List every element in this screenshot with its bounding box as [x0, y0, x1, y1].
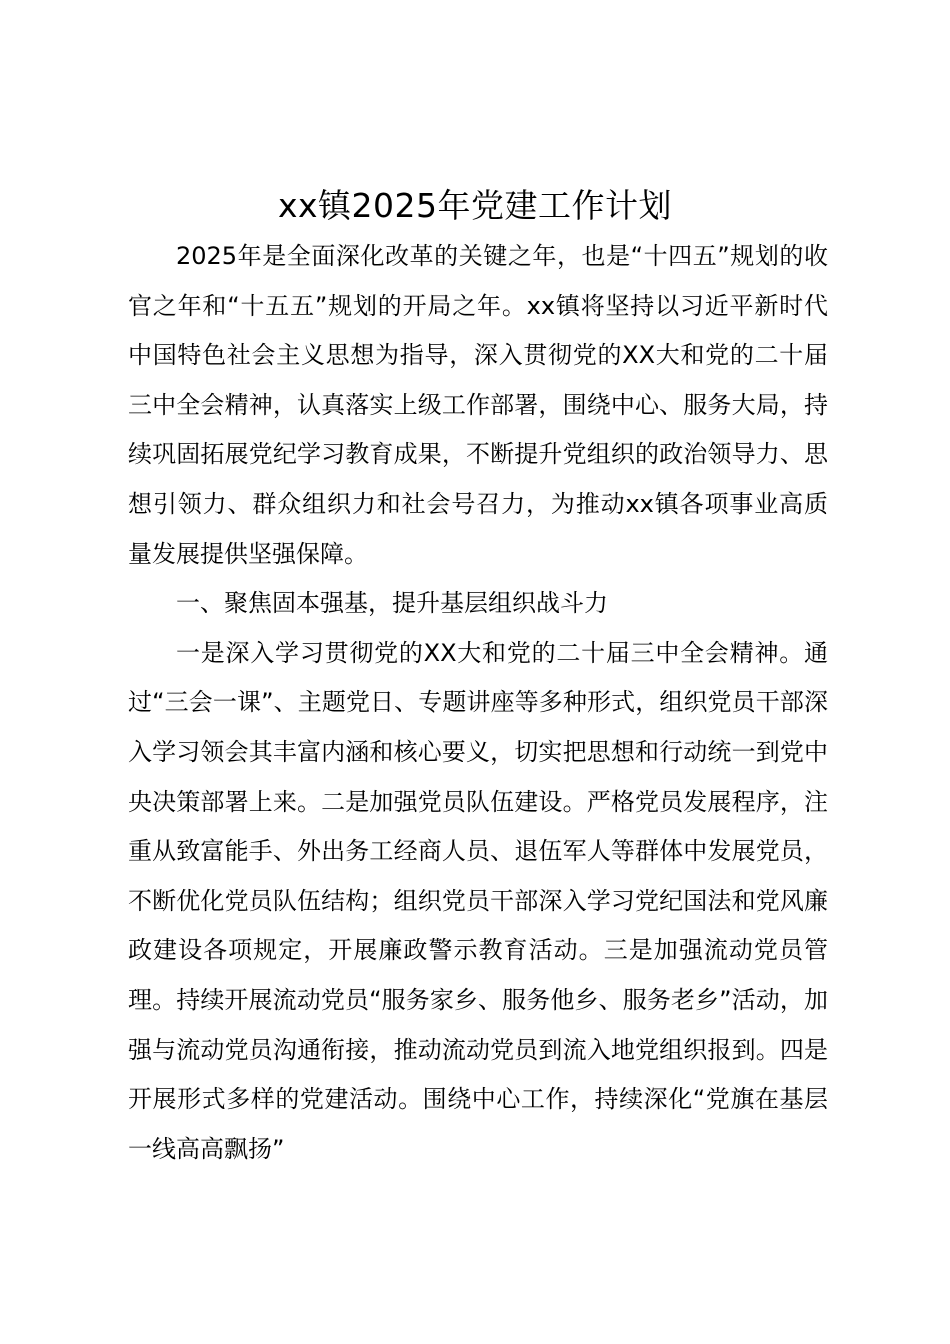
section-paragraph: 一是深入学习贯彻党的XX大和党的二十届三中全会精神。通过“三会一课”、主题党日、专题讲座等多种形式，组织党员干部深入学习领会其丰富内涵和核心要义，切实把思想和行动统一到党中央决策部署上来。二是加强党员队伍建设。严格党员发展程序，注重从致富能手、外出务工经商人员、退伍军人等群体中发展党员，不断优化党员队伍结构；组织党员干部深入学习党纪国法和党风廉政建设各项规定，开展廉政警示教育活动。三是加强流动党员管理。持续开展流动党员“服务家乡、服务他乡、服务老乡”活动，加强与流动党员沟通衔接，推动流动党员到流入地党组织报到。四是开展形式多样的党建活动。围绕中心工作，持续深化“党旗在基层一线高高飘扬” — [128, 638, 828, 1163]
intro-paragraph: 2025年是全面深化改革的关键之年，也是“十四五”规划的收官之年和“十五五”规划的开局之年。xx镇将坚持以习近平新时代中国特色社会主义思想为指导，深入贯彻党的XX大和党的二十届三中全会精神，认真落实上级工作部署，围绕中心、服务大局，持续巩固拓展党纪学习教育成果，不断提升党组织的政治领导力、思想引领力、群众组织力和社会号召力，为推动xx镇各项事业高质量发展提供坚强保障。 — [128, 242, 828, 568]
section-heading: 一、聚焦固本强基，提升基层组织战斗力 — [176, 589, 608, 618]
document-title: xx镇2025年党建工作计划 — [277, 186, 673, 225]
document-body — [128, 232, 828, 1174]
